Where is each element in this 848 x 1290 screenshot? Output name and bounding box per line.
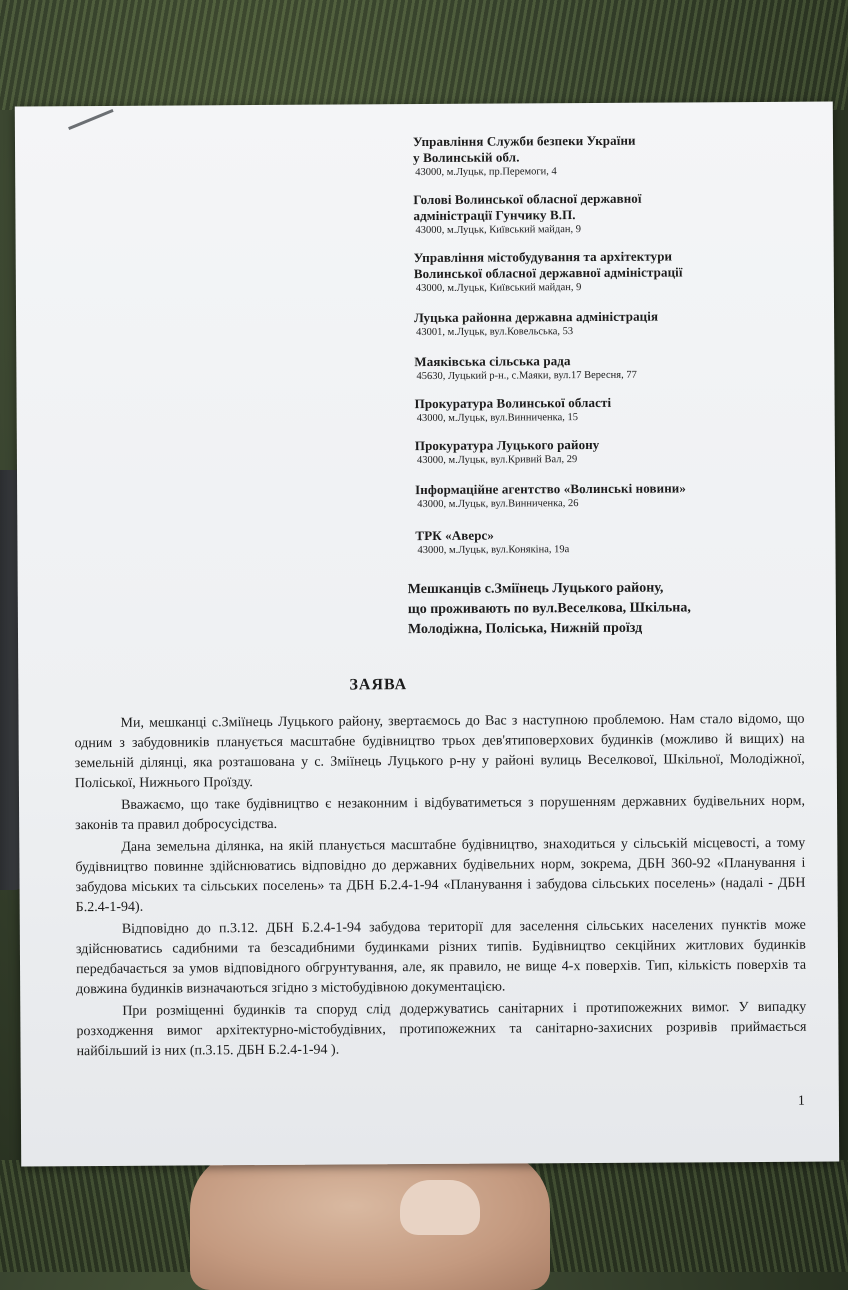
addressee-name: Маяківська сільська рада [414,353,571,370]
addressee-address: 43000, м.Луцьк, вул.Винниченка, 26 [417,498,579,511]
addressee-name: Управління містобудування та архітектури [413,248,673,266]
addressee-name: Прокуратура Волинської області [414,394,612,412]
addressee-name: Управління Служби безпеки України [412,132,636,150]
addressee-address: 43000, м.Луцьк, пр.Перемоги, 4 [415,166,557,179]
addressee-block [414,352,814,384]
addressee-address: 45630, Луцький р-н., с.Маяки, вул.17 Вересня, 77 [416,369,637,383]
grass-background-top [0,0,848,110]
addressee-address: 43000, м.Луцьк, вул.Винниченка, 15 [416,412,579,425]
sender-line: Молодіжна, Поліська, Нижній проїзд [407,620,643,638]
addressee-name-cont: у Волинській обл. [413,149,520,166]
addressee-address: 43000, м.Луцьк, вул.Кривий Вал, 29 [416,454,578,467]
addressee-name-cont: адміністрації Гунчику В.П. [413,207,576,224]
pen-mark [68,109,114,130]
addressee-block [413,132,813,180]
page-number: 1 [797,1093,805,1109]
addressee-address: 43000, м.Луцьк, Київський майдан, 9 [415,224,582,237]
sender-line: Мешканців с.Зміїнець Луцького району, [407,580,664,598]
body-paragraph: Ми, мешканці с.Зміїнець Луцького району, звертаємось до Вас з наступною проблемою. Нам стало відомо, що одним з забудовників планується масштабне будівництво трьох дев'ятиповерхових будинків (можливо й вищих) на земельній ділянці, яка розташована у с. Зміїнець Луцького р-ну у районі вулиць Веселкової, Шкільної, Молодіжної, Поліської, Нижнього Проїзду. [74,711,805,792]
addressee-block [415,526,815,558]
document-body [74,710,806,1064]
addressee-block [415,394,815,426]
addressee-block [415,480,815,512]
addressee-address: 43000, м.Луцьк, вул.Конякіна, 19а [417,544,570,557]
hand [190,1150,550,1290]
addressee-name: Інформаційне агентство «Волинські новини» [415,480,687,498]
document-title: ЗАЯВА [349,676,408,694]
body-paragraph: Дана земельна ділянка, на якій планується масштабне будівництво, знаходиться у сільській місцевості, а тому будівництво повинне здійснюватись відповідно до державних будівельних норм, зокрема, ДБН 360-92 «Планування і забудова міських та сільських поселень» та ДБН Б.2.4-1-94 «Планування і забудова сільських поселень» (надалі - ДБН Б.2.4-1-94). [75,835,806,916]
addressee-name: Луцька районна державна адміністрація [414,308,659,326]
body-paragraph: Відповідно до п.3.12. ДБН Б.2.4-1-94 забудова території для заселення сільських населених пунктів може здійснюватись садибними та безсадибними будинками різних типів. Будівництво секційних житлових будинків передбачається за умов відповідного обгрунтування, але, як правило, не вище 4-х поверхів. Тип, кількість поверхів та довжина будинків визначаються згідно з містобудівною документацією. [75,917,807,998]
addressee-name: Прокуратура Луцького району [414,436,600,454]
addressee-name: ТРК «Аверс» [415,527,495,544]
addressee-block [414,308,814,340]
sender-line: що проживають по вул.Веселкова, Шкільна, [407,600,691,618]
thumb [400,1180,480,1235]
addressee-name: Голові Волинської обласної державної [413,190,642,208]
addressee-address: 43000, м.Луцьк, Київський майдан, 9 [415,282,582,295]
sender-block [408,578,828,641]
addressee-block [415,436,815,468]
addressee-address: 43001, м.Луцьк, вул.Ковельська, 53 [416,326,574,339]
addressee-block [413,190,813,238]
body-paragraph: При розміщенні будинків та споруд слід додержуватись санітарних і протипожежних вимог. У випадку розходження вимог архітектурно-містобудівних, протипожежних та санітарно-захисних розривів приймається найбільший із них (п.3.15. ДБН Б.2.4-1-94 ). [76,999,807,1060]
addressee-block [414,248,814,296]
addressee-name-cont: Волинської обласної державної адміністрації [413,264,683,282]
body-paragraph: Вважаємо, що таке будівництво є незаконним і відбуватиметься з порушенням державних будівельних норм, законів та правил добросусідства. [75,793,806,834]
document-page [15,102,839,1167]
